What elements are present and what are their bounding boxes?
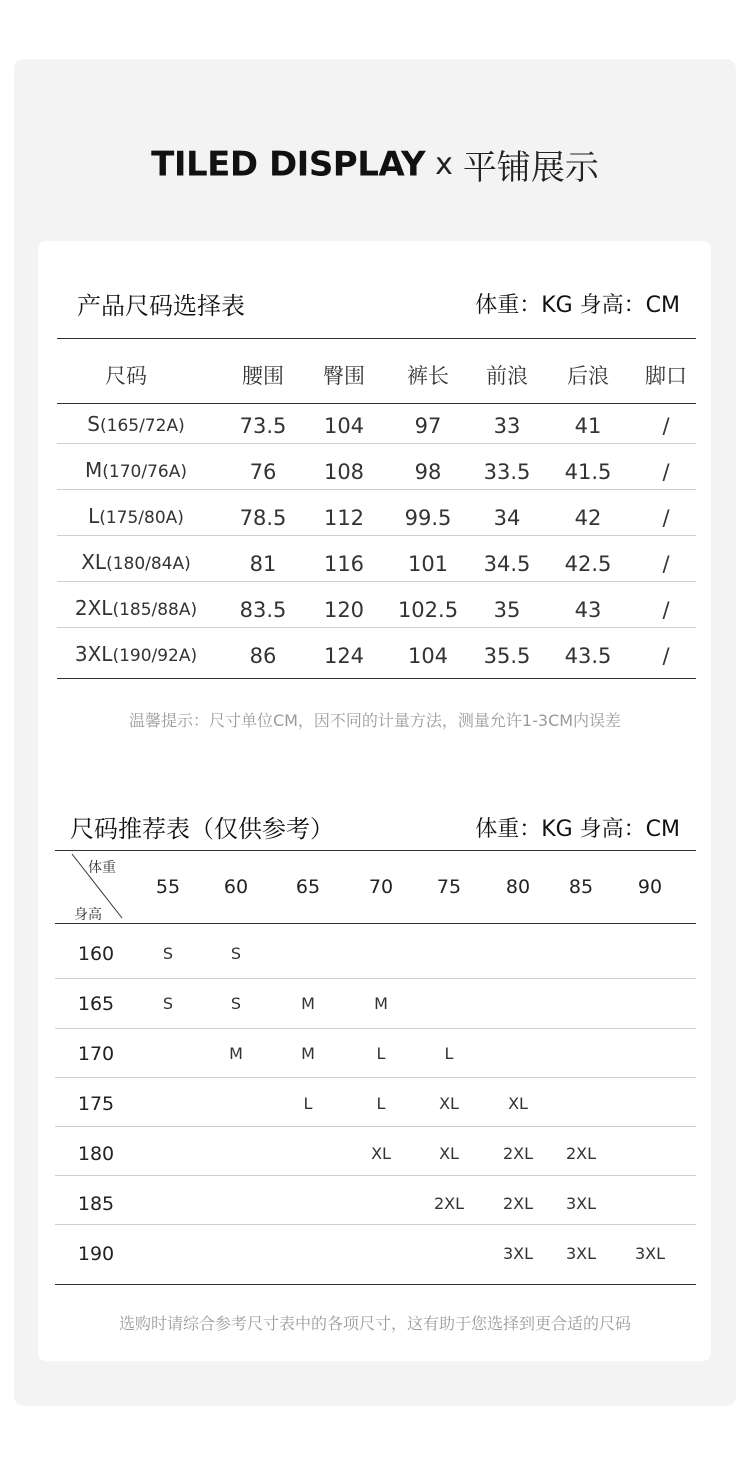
size-spec: (190/92A) (112, 646, 198, 666)
height-label: 180 (77, 1143, 115, 1165)
size-table-cell: 42.5 (564, 552, 612, 576)
size-table-size-label (56, 412, 216, 436)
size-table-row-rule (57, 443, 696, 444)
corner-height-label: 身高 (74, 907, 102, 923)
content-card (38, 241, 711, 1361)
size-table-cell: / (662, 414, 670, 438)
size-table-cell: 98 (414, 460, 442, 484)
size-table-size-label (56, 458, 216, 482)
height-label: 165 (77, 993, 115, 1015)
size-table-cell: 78.5 (239, 506, 287, 530)
size-table-cell: 73.5 (239, 414, 287, 438)
headline-en: TILED DISPLAY (151, 144, 426, 185)
size-table-cell: 108 (323, 460, 365, 484)
recommended-size-cell: S (162, 994, 174, 1013)
size-table-cell: 33.5 (483, 460, 531, 484)
size-table-cell: 33 (493, 414, 521, 438)
recommended-size-cell: 2XL (433, 1194, 465, 1213)
size-table-cell: 101 (407, 552, 449, 576)
weight-header: 55 (155, 876, 181, 898)
size-table-units: 体重：KG 身高：CM (475, 293, 680, 318)
recommended-size-cell: S (162, 944, 174, 963)
recommend-table-row-rule (55, 1077, 696, 1078)
recommended-size-cell: S (230, 994, 242, 1013)
size-spec: (185/88A) (112, 600, 198, 620)
size-table-cell: 42 (574, 506, 602, 530)
size-table-cell: 104 (407, 644, 449, 668)
recommended-size-cell: M (374, 994, 388, 1013)
size-table-cell: 34.5 (483, 552, 531, 576)
size-table-header: 腰围 (242, 364, 284, 388)
recommended-size-cell: L (303, 1094, 313, 1113)
size-table-cell: 102.5 (397, 598, 459, 622)
size-table-cell: 116 (323, 552, 365, 576)
size-code: L (88, 504, 100, 528)
height-label: 160 (77, 943, 115, 965)
headline-separator: x (435, 147, 453, 182)
headline (0, 140, 750, 190)
size-table-header: 臀围 (323, 364, 365, 388)
size-table-row-rule (57, 535, 696, 536)
recommended-size-cell: S (230, 944, 242, 963)
size-code: M (85, 458, 103, 482)
size-table-row-rule (57, 581, 696, 582)
recommended-size-cell: XL (439, 1144, 459, 1163)
recommended-size-cell: 3XL (502, 1244, 534, 1263)
recommended-size-cell: XL (508, 1094, 528, 1113)
height-label: 190 (77, 1243, 115, 1265)
weight-header: 60 (223, 876, 249, 898)
size-table-cell: 120 (323, 598, 365, 622)
size-code: S (87, 412, 100, 436)
size-table-cell: 34 (493, 506, 521, 530)
recommend-table-title: 尺码推荐表（仅供参考） (70, 815, 334, 843)
recommended-size-cell: 3XL (565, 1244, 597, 1263)
weight-header: 90 (637, 876, 663, 898)
size-table-cell: 124 (323, 644, 365, 668)
size-table-title: 产品尺码选择表 (77, 292, 245, 320)
size-table-cell: 81 (249, 552, 277, 576)
size-spec: (165/72A) (100, 416, 185, 436)
recommend-table-row-rule (55, 1126, 696, 1127)
size-table-size-label (56, 596, 216, 620)
size-table-cell: 35.5 (483, 644, 531, 668)
size-table-row-rule (57, 627, 696, 628)
size-table-header: 裤长 (407, 364, 449, 388)
size-table-cell: 41 (574, 414, 602, 438)
size-table-cell: / (662, 598, 670, 622)
recommend-table-row-rule (55, 1224, 696, 1225)
size-table-cell: / (662, 644, 670, 668)
size-table-header: 尺码 (105, 364, 147, 388)
size-spec: (175/80A) (99, 508, 184, 528)
size-table-top-rule (57, 338, 696, 339)
size-spec: (170/76A) (102, 462, 187, 482)
recommended-size-cell: L (444, 1044, 454, 1063)
size-table-cell: 43 (574, 598, 602, 622)
size-table-size-label (56, 504, 216, 528)
size-code: XL (81, 550, 107, 574)
size-table-cell: 104 (323, 414, 365, 438)
size-table-cell: 112 (323, 506, 365, 530)
recommend-table-top-rule (55, 850, 696, 851)
weight-header: 85 (568, 876, 594, 898)
recommend-table-row-rule (55, 978, 696, 979)
recommend-table-header-rule (55, 923, 696, 924)
size-table-cell: / (662, 552, 670, 576)
size-table-cell: 86 (249, 644, 277, 668)
size-code: 2XL (74, 596, 113, 620)
recommended-size-cell: L (376, 1044, 386, 1063)
weight-header: 75 (436, 876, 462, 898)
recommended-size-cell: 3XL (565, 1194, 597, 1213)
recommended-size-cell: 3XL (634, 1244, 666, 1263)
size-spec: (180/84A) (106, 554, 191, 574)
recommended-size-cell: XL (439, 1094, 459, 1113)
size-table-cell: 99.5 (404, 506, 452, 530)
recommended-size-cell: M (301, 994, 315, 1013)
recommended-size-cell: M (229, 1044, 243, 1063)
recommend-table-units: 体重：KG 身高：CM (475, 817, 680, 842)
recommended-size-cell: 2XL (565, 1144, 597, 1163)
size-table-cell: 83.5 (239, 598, 287, 622)
size-table-cell: 76 (249, 460, 277, 484)
size-table-cell: 43.5 (564, 644, 612, 668)
recommended-size-cell: L (376, 1094, 386, 1113)
height-label: 170 (77, 1043, 115, 1065)
size-table-size-label (56, 550, 216, 574)
size-table-header: 脚口 (645, 364, 687, 388)
size-table-header: 前浪 (486, 364, 528, 388)
size-table-cell: / (662, 506, 670, 530)
size-table-cell: / (662, 460, 670, 484)
weight-header: 65 (295, 876, 321, 898)
recommend-table-row-rule (55, 1175, 696, 1176)
recommend-table-row-rule (55, 1028, 696, 1029)
size-table-header: 后浪 (567, 364, 609, 388)
recommend-table-note: 选购时请综合参考尺寸表中的各项尺寸，这有助于您选择到更合适的尺码 (118, 1314, 631, 1333)
size-table-note: 温馨提示：尺寸单位CM，因不同的计量方法，测量允许1-3CM内误差 (128, 711, 622, 730)
size-table-size-label (56, 642, 216, 666)
size-table-cell: 41.5 (564, 460, 612, 484)
recommend-table-row-rule (55, 1284, 696, 1285)
weight-header: 80 (505, 876, 531, 898)
corner-weight-label: 体重 (88, 860, 116, 876)
recommended-size-cell: M (301, 1044, 315, 1063)
height-label: 175 (77, 1093, 115, 1115)
size-code: 3XL (74, 642, 113, 666)
size-table-row-rule (57, 489, 696, 490)
headline-zh: 平铺展示 (462, 148, 599, 188)
recommended-size-cell: 2XL (502, 1144, 534, 1163)
size-table-cell: 97 (414, 414, 442, 438)
recommended-size-cell: XL (371, 1144, 391, 1163)
size-table-cell: 35 (493, 598, 521, 622)
recommended-size-cell: 2XL (502, 1194, 534, 1213)
weight-header: 70 (368, 876, 394, 898)
height-label: 185 (77, 1193, 115, 1215)
size-table-row-rule (57, 678, 696, 679)
size-table-header-rule (57, 403, 696, 404)
